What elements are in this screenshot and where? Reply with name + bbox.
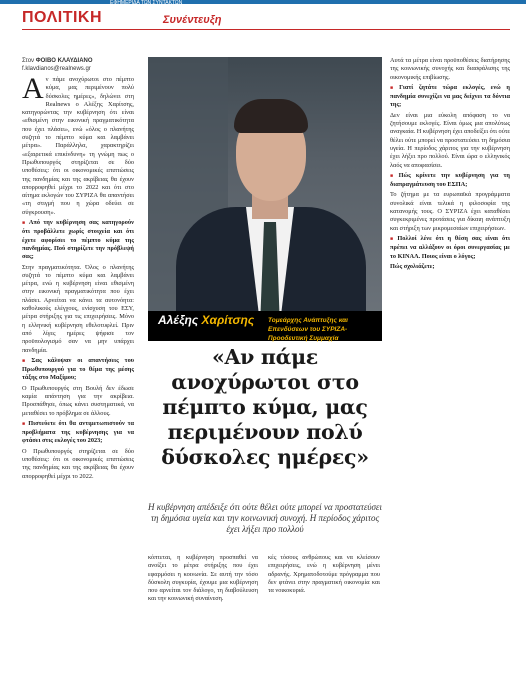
question-1: ■ Από την κυβέρνηση σας κατηγορούν ότι προβάλλετε χωρίς στοιχεία και ότι έχετε αφορίσει το πέμπτο κύμα της πανδημίας. Πού στηρίζετε την πρόβλεψή σας; <box>22 219 134 261</box>
drop-cap: Α <box>22 76 44 105</box>
right-question-1: ■ Γιατί ζητάτε τώρα εκλογές, ενώ η πανδημία συνεχίζει να μας δείχνει τα δόντια της; <box>390 83 510 109</box>
right-answer-3: Πώς σχολιάζετε; <box>390 262 435 270</box>
question-bullet-icon: ■ <box>390 85 398 91</box>
right-column <box>390 57 510 675</box>
byline-prefix: Στον <box>22 58 35 64</box>
caption-name: Αλέξης Χαρίτσης <box>158 313 255 327</box>
section-rule <box>22 29 510 30</box>
byline <box>22 57 93 73</box>
portrait-photo <box>148 57 382 323</box>
section-title: ΠΟΛΙΤΙΚΗ <box>22 9 103 26</box>
middle-text-2: κές τόσους ανθρώπους και να κλείσουν επιχειρήσεις, ενώ η κυβέρνηση μένει αδρανής. Χρηματοδοτούμε πρόγραμμα που δεν φτάνει στην πραγματική οικονομία και τα νοικοκυριά. <box>268 554 380 595</box>
question-bullet-icon: ■ <box>390 236 396 242</box>
right-answer-2: Το ζήτημα με τα ευρωπαϊκά προγράμματα συνολικά είναι τελικά η φιλοσοφία της κατανομής τους. Ο ΣΥΡΙΖΑ έχει καταθέσει συγκεκριμένες προτάσεις για δίκαιη ανάπτυξη και στήριξη των μικρομεσαίων επιχειρήσεων. <box>390 191 510 232</box>
top-color-strip <box>0 0 526 4</box>
middle-text-1: κόπτεται, η κυβέρνηση προσπαθεί να ανοίξει το μέτρα στήριξης που έχει εφαρμόσει η κοινωνία. Σε αυτή την τόσο δύσκολη συγκυρία, έχουμε μια κυβέρνηση που αρνείται τον διάλογο, τη διαβούλευση και την κοινωνική συναίνεση. <box>148 554 258 603</box>
photo-hair <box>234 99 308 133</box>
right-question-2: ■ Πώς κρίνετε την κυβέρνηση για τη διαπραγμάτευση του ΕΣΠΑ; <box>390 171 510 189</box>
photo-caption <box>148 311 382 341</box>
middle-column-2 <box>268 554 380 675</box>
byline-email[interactable]: f.klavdianos@realnews.gr <box>22 66 91 72</box>
answer-2: Ο Πρωθυπουργός στη Βουλή δεν έδωσε καμία απάντηση για την ακρίβεια. Προσπάθησε, όπως κάνει συστηματικά, να μεταθέσει το πρόβλημα σε άλλους. <box>22 384 134 417</box>
byline-author: ΦΟΙΒΟ ΚΛΑΥΔΙΑΝΟ <box>35 58 93 64</box>
answer-3: Ο Πρωθυπουργός στηρίζεται σε δύο υποθέσεις: ότι οι οικονομικές επιπτώσεις της πανδημίας και της ακρίβειας θα έχουν απορροφηθεί μέχρι το 2022. <box>22 447 134 480</box>
question-bullet-icon: ■ <box>22 221 27 227</box>
left-column <box>22 76 134 675</box>
caption-role: Τομεάρχης Ανάπτυξης και Επενδύσεων του ΣΥΡΙΖΑ-Προοδευτική Συμμαχία <box>268 317 348 342</box>
pull-quote: Η κυβέρνηση απέδειξε ότι ούτε θέλει ούτε μπορεί να προστατεύσει τη δημόσια υγεία και την κοινωνική συνοχή. Η περίοδος χάριτος έχει λήξει προ πολλού <box>148 502 382 534</box>
question-bullet-icon: ■ <box>22 421 27 427</box>
question-bullet-icon: ■ <box>22 358 30 364</box>
question-3: ■ Πιστεύετε ότι θα αντιμετωπιστούν τα προβλήματα της κυβέρνησης για να φτάσει στις εκλογές του 2023; <box>22 419 134 445</box>
intro-paragraph <box>22 76 134 217</box>
answer-1: Στην πραγματικότητα. Όλος ο πλανήτης συζητά το πέμπτο κύμα και λαμβάνει μέτρα, ενώ η κυβέρνηση είναι εθισμένη στην εικονική πραγματικότητα που έχει πλάσει. Αρνείται να κάνει τα αυτονόητα: καθολικούς ελέγχους, ενίσχυση του ΕΣΥ, μέτρα στήριξης για τις επιχειρήσεις. Μόνο η ελληνική κυβέρνηση εθελοτυφλεί. Πριν από λίγες ημέρες ψήφισε τον προϋπολογισμό σαν να μην υπάρχει πανδημία. <box>22 263 134 354</box>
right-intro: Αυτά τα μέτρα είναι προϋποθέσεις διατήρησης της κοινωνικής συνοχής και διασφάλισης της οικονομικής επιβίωσης. <box>390 57 510 81</box>
intro-text: ν πάμε ανοχύρωτοι στο πέμπτο κύμα, μας περιμένουν πολύ δύσκολες ημέρες», δηλώνει στη Realnews ο Αλέξης Χαρίτσης, κατηγορώντας την κυβέρνηση ότι είναι «εθισμένη στην εικονική πραγματικότητα που έχει πλάσει», ενώ «όλος ο πλανήτης συζητά το πέμπτο κύμα και λαμβάνει μέτρα». Παράλληλα, χαρακτηρίζει «εξαιρετικά επικίνδυνη» τη γνώμη πως ο Πρωθυπουργός στηρίζεται σε δύο υποθέσεις: ότι οι οικονομικές επιπτώσεις της πανδημίας και της ακρίβειας θα έχουν απορροφηθεί μέχρι το 2022 και ότι στο αίτημα εκλογών του ΣΥΡΙΖΑ θα απαντήσει «τη στιγμή που η χώρα οδεύει σε σύγκρουση». <box>22 76 134 216</box>
question-bullet-icon: ■ <box>390 173 397 179</box>
right-answer-1: Δεν είναι μια εύκολη απόφαση το να ζητήσουμε εκλογές. Είναι όμως μια απολύτως αναγκαία. Η κυβέρνηση έχει αποδείξει ότι ούτε θέλει ούτε μπορεί να προστατεύσει τη δημόσια υγεία. Η περίοδος χάριτος για την κυβέρνηση έχει λήξει προ πολλού. Είναι ώρα ο ελληνικός λαός να αποφασίσει. <box>390 111 510 169</box>
headline: «Αν πάμε ανοχύρωτοι στο πέμπτο κύμα, μας περιμένουν πολύ δύσκολες ημέρες» <box>161 345 369 469</box>
section-subtitle: Συνέντευξη <box>163 14 222 26</box>
masthead-strip-text: ΕΦΗΜΕΡΙΔΑ ΤΩΝ ΣΥΝΤΑΚΤΩΝ <box>110 0 183 6</box>
middle-column-1 <box>148 554 258 675</box>
right-question-3: ■ Πολλοί λένε ότι η θέση σας είναι ότι πρέπει να αλλάξουν οι όροι συνεργασίας με το ΚΙΝΑΛ. Ποιος είναι ο λόγος; <box>390 234 510 260</box>
question-2: ■ Σας κάλυψαν οι απαντήσεις του Πρωθυπουργού για το θέμα της μέσης τάξης στο Μαξίμου; <box>22 356 134 382</box>
